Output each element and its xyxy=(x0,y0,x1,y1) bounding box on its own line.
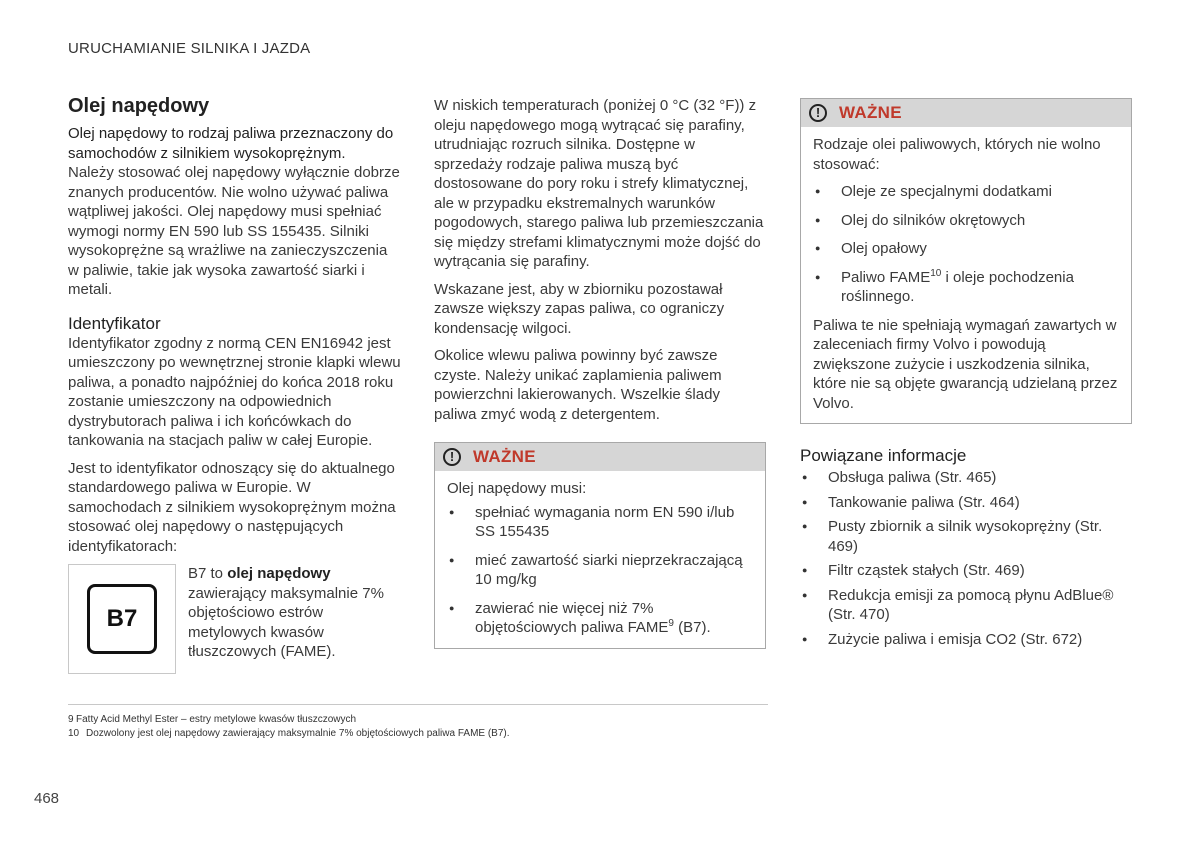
related-link[interactable]: ● Tankowanie paliwa (Str. 464) xyxy=(800,493,1132,513)
warning-icon: ! xyxy=(809,104,827,122)
footnote-number: 9 xyxy=(68,714,74,725)
warning-title: WAŻNE xyxy=(473,447,536,467)
warning-intro: Olej napędowy musi: xyxy=(447,480,587,497)
footnote xyxy=(68,727,768,741)
footnote-ref: 10 xyxy=(930,267,942,279)
related-link[interactable]: ● Redukcja emisji za pomocą płynu AdBlue® (Str. 470) xyxy=(800,586,1132,625)
list-item: ● Oleje ze specjalnymi dodatkami xyxy=(813,182,1119,202)
related-title: Powiązane informacje xyxy=(800,446,967,465)
b7-badge: B7 xyxy=(87,584,157,654)
warning-list xyxy=(813,182,1119,307)
paragraph: W niskich temperaturach (poniżej 0 °C (32 °F)) z oleju napędowego mogą wytrącać się parafiny, utrudniając rozruch silnika. Dostępne w sprzedaży rodzaje paliwa muszą być dostosowane do pory roku i strefy klimatycznej, ale w przypadku ekstremalnych warunków pogodowych, starego paliwa lub przemieszczania się między strefami klimatycznymi może dojść do wytrącania się parafiny. xyxy=(434,97,764,270)
section-header: URUCHAMIANIE SILNIKA I JAZDA xyxy=(68,40,311,57)
warning-body xyxy=(801,127,1131,423)
warning-box xyxy=(800,98,1132,424)
page-number: 468 xyxy=(34,790,60,807)
related-link[interactable]: ● Pusty zbiornik a silnik wysokoprężny (Str. 469) xyxy=(800,517,1132,556)
warning-title: WAŻNE xyxy=(839,103,902,123)
footnote-ref: 9 xyxy=(668,618,674,629)
related-link[interactable]: ● Zużycie paliwa i emisja CO2 (Str. 672) xyxy=(800,630,1132,650)
b7-text-post: zawierający maksymalnie 7% objętościowo estrów metylowych kwasów tłuszczowych (FAME). xyxy=(188,584,384,660)
warning-header xyxy=(435,443,765,471)
paragraph: Należy stosować olej napędowy wyłącznie dobrze znanych producentów. Nie wolno używać paliwa wątpliwej jakości. Olej napędowy musi spełniać wymogi normy EN 590 lub SS 155435. Silniki wysokoprężne są wrażliwe na zanieczyszczenia w paliwie, takie jak wysoka zawartość siarki i metali. xyxy=(68,164,400,298)
b7-text-pre: B7 to xyxy=(188,565,228,582)
related-list xyxy=(800,468,1132,649)
b7-identifier xyxy=(68,564,402,674)
list-item xyxy=(447,599,753,638)
related-link[interactable]: ● Filtr cząstek stałych (Str. 469) xyxy=(800,561,1132,581)
paragraph: Identyfikator zgodny z normą CEN EN16942 jest umieszczony po wewnętrznej stronie klapki wlewu paliwa, a ponadto najpóźniej do końca 2018 roku zostanie umieszczony na odpowiednich dystrybutorach paliwa i ich końcówkach do tankowania na stacjach paliw w całej Europie. xyxy=(68,334,401,449)
list-item: ● mieć zawartość siarki nieprzekraczającą 10 mg/kg xyxy=(447,551,753,590)
list-item-text: Paliwo FAME xyxy=(841,268,931,286)
warning-box xyxy=(434,442,766,649)
b7-label-frame xyxy=(68,564,176,674)
column-middle xyxy=(434,96,766,649)
warning-intro: Rodzaje olei paliwowych, których nie wolno stosować: xyxy=(813,136,1101,173)
column-right xyxy=(800,98,1132,654)
footnotes xyxy=(68,704,768,741)
related-link[interactable]: ● Obsługa paliwa (Str. 465) xyxy=(800,468,1132,488)
warning-icon: ! xyxy=(443,448,461,466)
list-item-text: zawierać nie więcej niż 7% objętościowych paliwa FAME xyxy=(475,599,669,636)
list-item-text: (B7). xyxy=(673,619,711,636)
warning-header xyxy=(801,99,1131,127)
footnote-text: Fatty Acid Methyl Ester – estry metylowe kwasów tłuszczowych xyxy=(76,714,357,725)
b7-description xyxy=(188,564,402,674)
page-title: Olej napędowy xyxy=(68,95,210,117)
lead-text: Olej napędowy to rodzaj paliwa przeznaczony do samochodów z silnikiem wysokoprężnym. xyxy=(68,125,394,162)
section-subtitle: Identyfikator xyxy=(68,313,161,333)
footnote-text: Dozwolony jest olej napędowy zawierający maksymalnie 7% objętościowych paliwa FAME (B7). xyxy=(86,728,510,739)
list-item: ● spełniać wymagania norm EN 590 i/lub SS 155435 xyxy=(447,503,753,542)
b7-text-bold: olej napędowy xyxy=(227,565,331,582)
list-item-text: i oleje pochodzenia roślinnego. xyxy=(841,268,1074,305)
paragraph: Wskazane jest, aby w zbiorniku pozostawał zawsze większy zapas paliwa, co ograniczy kondensację wilgoci. xyxy=(434,280,725,337)
warning-outro: Paliwa te nie spełniają wymagań zawartych w zaleceniach firmy Volvo i powodują zwiększone zużycie i uszkodzenia silnika, które nie są objęte gwarancją udzielaną przez Volvo. xyxy=(813,316,1118,412)
footnote xyxy=(68,713,768,727)
warning-body xyxy=(435,471,765,648)
footnote-number: 10 xyxy=(68,728,80,739)
paragraph: Jest to identyfikator odnoszący się do aktualnego standardowego paliwa w Europie. W samochodach z silnikiem wysokoprężnym można stosować olej napędowy o następujących identyfikatorach: xyxy=(68,459,396,555)
list-item: ● Olej opałowy xyxy=(813,239,1119,259)
list-item: ● Olej do silników okrętowych xyxy=(813,211,1119,231)
warning-list xyxy=(447,503,753,638)
paragraph: Okolice wlewu paliwa powinny być zawsze czyste. Należy unikać zaplamienia paliwem powierzchni lakierowanych. Wszelkie ślady paliwa zmyć wodą z detergentem. xyxy=(434,347,722,423)
list-item xyxy=(813,268,1119,307)
column-left xyxy=(68,94,402,674)
